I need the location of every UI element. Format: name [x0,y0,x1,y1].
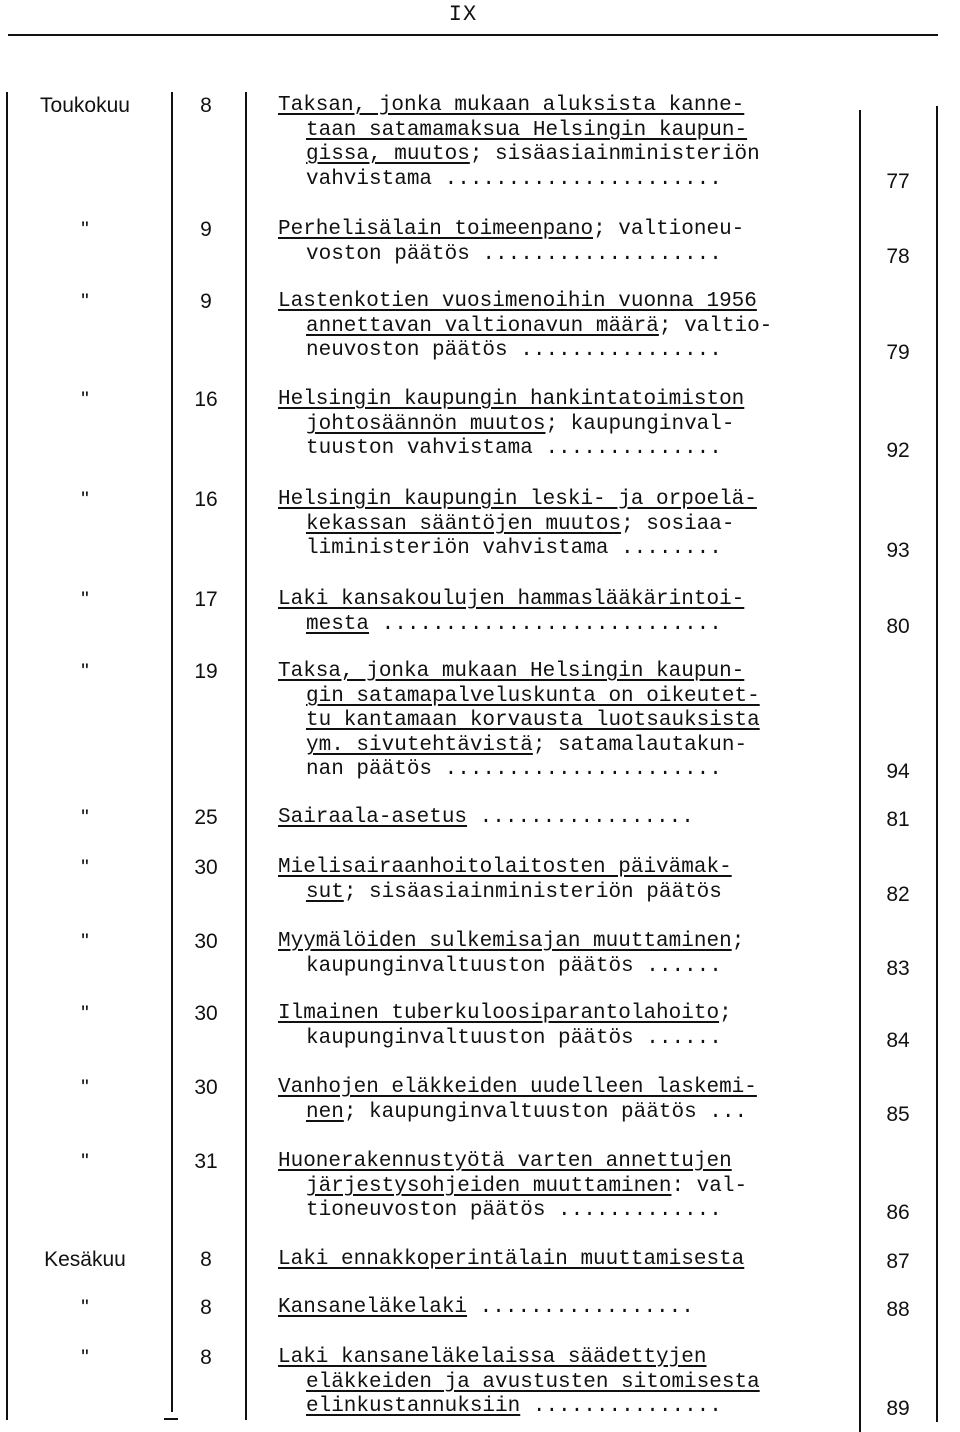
title-text: Lastenkotien vuosimenoihin vuonna 1956 [278,290,757,313]
title-suffix: : val- [671,1175,748,1198]
entry-page-number: 78 [886,245,910,268]
entry-title-line [306,437,896,461]
entry-day: 30 [194,1002,218,1025]
title-text: gin satamapalveluskunta on oikeutet- [306,685,760,708]
entry-month: " [81,488,89,511]
entry-month: Toukokuu [40,94,130,117]
entry-title-line [306,168,896,192]
entry-month: " [81,660,89,683]
title-text: Myymälöiden sulkemisajan muuttaminen [278,930,732,953]
entry-month: " [81,1076,89,1099]
entry-page-number: 94 [886,760,910,783]
title-suffix: ; valtio- [658,315,773,338]
entry-title-line [306,685,896,709]
title-text: johtosäännön muutos [306,413,546,436]
title-suffix: ; [731,930,745,953]
title-text: Helsingin kaupungin leski- ja orpoelä- [278,488,757,511]
title-suffix: tioneuvoston päätös ............. [306,1199,722,1222]
entry-title-line [278,488,868,512]
entry-month: " [81,1150,89,1173]
title-text: sut [306,881,344,904]
entry-day: 8 [200,94,212,117]
title-text: Laki kansakoulujen hammaslääkärintoi- [278,588,745,611]
entry-day: 19 [194,660,218,683]
entry-title-line [278,588,868,612]
entry-month: " [81,388,89,411]
right-border-line [936,106,938,1422]
bottom-tick-mark [164,1418,178,1420]
title-text: elinkustannuksiin [306,1395,521,1418]
title-suffix: kaupunginvaltuuston päätös ...... [306,1027,722,1050]
entry-title-line [278,290,868,314]
entry-title-line [306,955,896,979]
entry-page-number: 93 [886,539,910,562]
left-border-line [6,92,8,1420]
entry-page-number: 81 [886,808,910,831]
entry-title-line [306,513,896,537]
title-text: eläkkeiden ja avustusten sitomisesta [306,1371,760,1394]
entry-page-number: 92 [886,439,910,462]
day-column-divider [245,92,247,1420]
entry-title-line [306,243,896,267]
title-suffix: kaupunginvaltuuston päätös ...... [306,955,722,978]
entry-month: Kesäkuu [44,1248,126,1271]
entry-day: 9 [200,218,212,241]
title-suffix: ; kaupunginvaltuuston päätös ... [343,1101,748,1124]
title-text: järjestysohjeiden muuttaminen [306,1175,672,1198]
title-suffix: ............... [520,1395,722,1418]
entry-title-line [306,119,896,143]
entry-title-line [306,734,896,758]
entry-day: 8 [200,1346,212,1369]
entry-title-line [306,613,896,637]
entry-day: 25 [194,806,218,829]
entry-day: 31 [194,1150,218,1173]
entry-title-line [278,856,868,880]
title-text: ym. sivutehtävistä [306,734,533,757]
title-suffix: liministeriön vahvistama ........ [306,537,722,560]
title-text: gissa, muutos [306,143,470,166]
entry-day: 30 [194,930,218,953]
entry-title-line [306,315,896,339]
title-text: Huonerakennustyötä varten annettujen [278,1150,732,1173]
entry-month: " [81,1002,89,1025]
entry-day: 9 [200,290,212,313]
entry-title-line [278,1346,868,1370]
entry-title-line [278,1002,868,1026]
entry-title-line [278,94,868,118]
entry-title-line [306,1175,896,1199]
title-text: kekassan sääntöjen muutos [306,513,622,536]
title-suffix: ; sisäasiainministeriön [469,143,760,166]
header-rule [8,34,938,36]
title-text: mesta [306,613,370,636]
title-text: tu kantamaan korvausta luotsauksista [306,709,760,732]
entry-title-line [306,537,896,561]
entry-page-number: 87 [886,1250,910,1273]
title-suffix: neuvoston päätös ................ [306,339,722,362]
title-text: Laki ennakkoperintälain muuttamisesta [278,1248,745,1271]
entry-day: 17 [194,588,218,611]
title-text: Sairaala-asetus [278,806,468,829]
entry-title-line [278,660,868,684]
entry-title-line [306,758,896,782]
page-number: IX [448,2,478,27]
entry-page-number: 84 [886,1029,910,1052]
title-suffix: ; [719,1002,732,1025]
entry-day: 16 [194,388,218,411]
title-text: Taksa, jonka mukaan Helsingin kaupun- [278,660,745,683]
entry-title-line [278,218,868,242]
entry-title-line [306,1395,896,1419]
title-text: Kansaneläkelaki [278,1296,468,1319]
title-text: Laki kansaneläkelaissa säädettyjen [278,1346,707,1369]
entry-page-number: 82 [886,883,910,906]
title-suffix: ; valtioneu- [593,218,745,241]
title-text: taan satamamaksua Helsingin kaupun- [306,119,748,142]
entry-title-line [278,388,868,412]
title-suffix: ; sisäasiainministeriön päätös [343,881,722,904]
title-suffix: ; kaupunginval- [545,413,735,436]
title-suffix: ; satamalautakun- [532,734,748,757]
entry-title-line [278,1296,868,1320]
entry-month: " [81,806,89,829]
entry-title-line [278,1076,868,1100]
title-text: annettavan valtionavun määrä [306,315,659,338]
entry-month: " [81,290,89,313]
entry-page-number: 89 [886,1397,910,1420]
entry-title-line [278,930,868,954]
entry-month: " [81,218,89,241]
entry-page-number: 88 [886,1298,910,1321]
entry-month: " [81,588,89,611]
title-text: nen [306,1101,344,1124]
entry-page-number: 83 [886,957,910,980]
entry-day: 8 [200,1248,212,1271]
title-suffix: nan päätös ...................... [306,758,722,781]
entry-title-line [306,339,896,363]
entry-title-line [306,143,896,167]
title-suffix: vahvistama ...................... [306,168,722,191]
entry-title-line [306,413,896,437]
title-suffix: ................. [467,806,694,829]
entry-day: 8 [200,1296,212,1319]
entry-title-line [306,709,896,733]
entry-page-number: 86 [886,1201,910,1224]
entry-title-line [278,1248,868,1272]
entry-title-line [278,806,868,830]
title-text: Helsingin kaupungin hankintatoimiston [278,388,745,411]
entry-page-number: 77 [886,170,910,193]
entry-month: " [81,1346,89,1369]
entry-title-line [306,1199,896,1223]
month-column-divider [171,92,173,1412]
entry-month: " [81,856,89,879]
entry-page-number: 85 [886,1103,910,1126]
entry-day: 30 [194,1076,218,1099]
entry-day: 30 [194,856,218,879]
title-suffix: ................. [467,1296,694,1319]
entry-page-number: 79 [886,341,910,364]
title-text: Perhelisälain toimeenpano [278,218,594,241]
title-suffix: ........................... [369,613,722,636]
entry-page-number: 80 [886,615,910,638]
title-text: Vanhojen eläkkeiden uudelleen laskemi- [278,1076,757,1099]
entry-title-line [306,881,896,905]
entry-title-line [278,1150,868,1174]
entry-day: 16 [194,488,218,511]
entry-title-line [306,1101,896,1125]
title-text: Mielisairaanhoitolaitosten päivämak- [278,856,732,879]
title-suffix: ; sosiaa- [621,513,735,536]
title-text: Ilmainen tuberkuloosiparantolahoito [278,1002,720,1025]
title-suffix: tuuston vahvistama .............. [306,437,722,460]
title-text: Taksan, jonka mukaan aluksista kanne- [278,94,745,117]
entry-title-line [306,1371,896,1395]
entry-month: " [81,930,89,953]
entry-month: " [81,1296,89,1319]
title-suffix: voston päätös ................... [306,243,722,266]
entry-title-line [306,1027,896,1051]
